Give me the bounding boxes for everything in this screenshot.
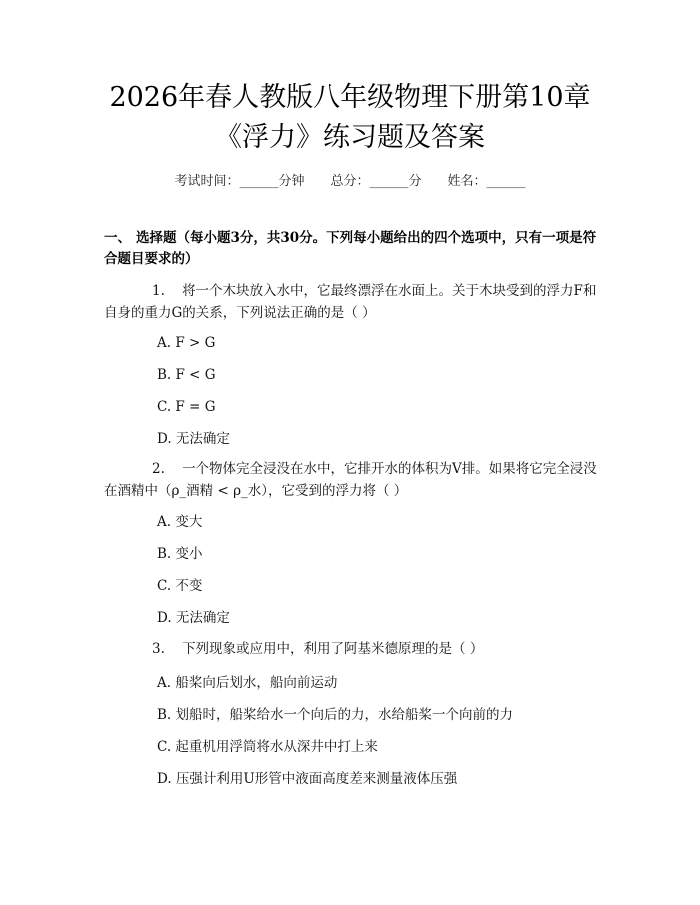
option-1d: D. 无法确定 — [157, 431, 230, 447]
section-number: 一、 — [104, 230, 131, 246]
question-3 — [104, 638, 604, 660]
option-2d: D. 无法确定 — [157, 610, 230, 626]
option-3a: A. 船桨向后划水，船向前运动 — [157, 675, 338, 691]
question-text: 下列现象或应用中，利用了阿基米德原理的是（ ） — [182, 641, 484, 657]
option-1b: B. F < G — [157, 367, 216, 383]
question-1 — [104, 280, 604, 324]
option-1c: C. F = G — [157, 399, 216, 415]
exam-meta — [0, 170, 700, 189]
exam-time: 考试时间：______分钟 — [174, 174, 305, 189]
document-title-line1: 2026年春人教版八年级物理下册第10章 — [109, 82, 591, 113]
option-2a: A. 变大 — [157, 514, 203, 530]
document-title-line2: 《浮力》练习题及答案 — [215, 122, 485, 153]
option-3d: D. 压强计利用U形管中液面高度差来测量液体压强 — [157, 771, 458, 787]
option-2c: C. 不变 — [157, 578, 203, 594]
question-number: 1. — [152, 283, 165, 299]
option-3c: C. 起重机用浮筒将水从深井中打上来 — [157, 739, 378, 755]
question-text: 将一个木块放入水中，它最终漂浮在水面上。关于木块受到的浮力F和自身的重力G的关系，下列说法正确的是（ ） — [104, 283, 597, 321]
question-number: 3. — [152, 641, 165, 657]
exam-name: 姓名：______ — [447, 174, 526, 189]
question-text: 一个物体完全浸没在水中，它排开水的体积为V排。如果将它完全浸没在酒精中（ρ_酒精 < ρ_水），它受到的浮力将（ ） — [104, 461, 597, 499]
section-title: 选择题（每小题3分，共30分。下列每小题给出的四个选项中，只有一项是符合题目要求的） — [104, 230, 597, 267]
section-heading — [104, 228, 604, 270]
option-1a: A. F > G — [157, 335, 216, 351]
option-3b: B. 划船时，船桨给水一个向后的力，水给船桨一个向前的力 — [157, 707, 514, 723]
option-2b: B. 变小 — [157, 546, 203, 562]
question-number: 2. — [152, 461, 165, 477]
exam-score: 总分：______分 — [330, 174, 422, 189]
question-2 — [104, 458, 604, 502]
